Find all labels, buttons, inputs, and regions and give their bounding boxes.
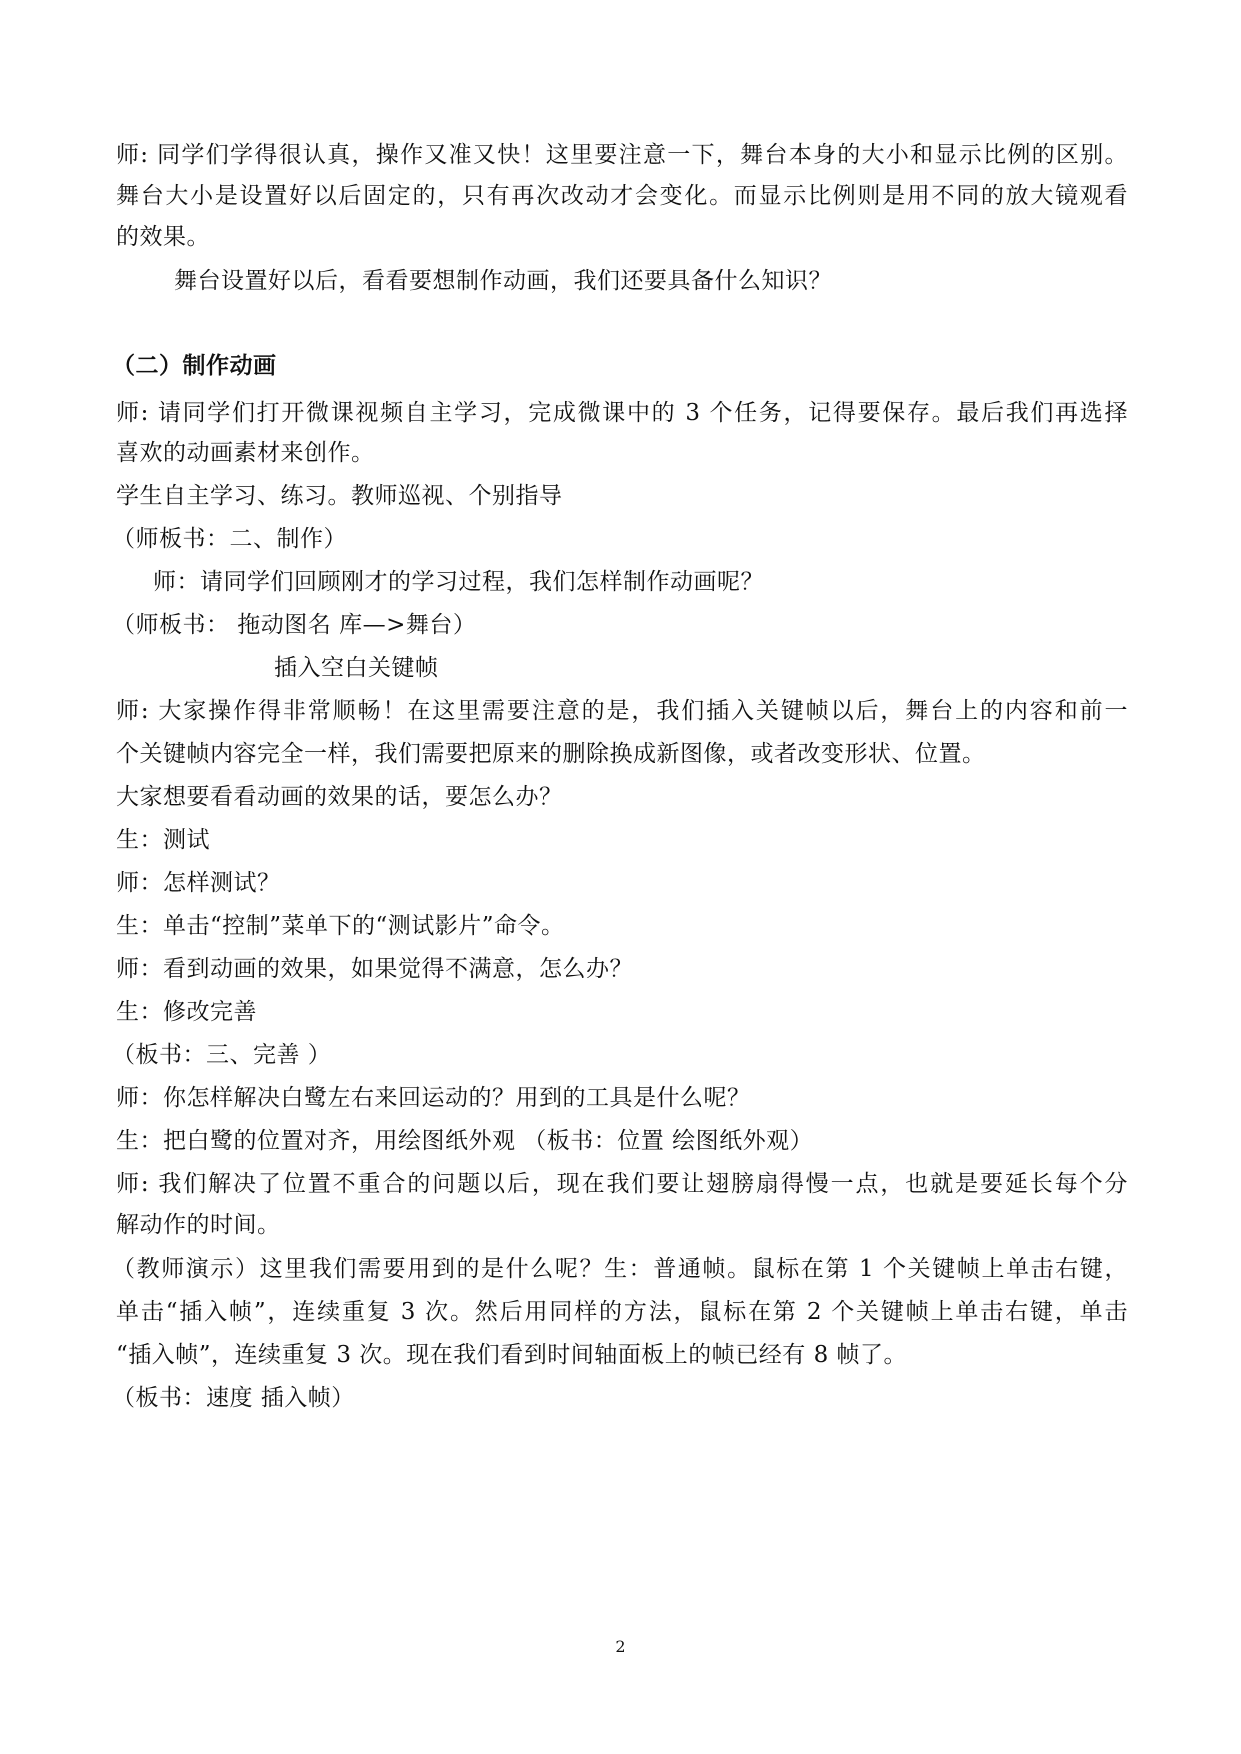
board-note: （板书：三、完善 ）	[112, 1042, 332, 1068]
paragraph-line: 师: 我们解决了位置不重合的问题以后，现在我们要让翅膀扇得慢一点，也就是要延长每个分	[116, 1171, 1128, 1197]
paragraph-line: 个关键帧内容完全一样，我们需要把原来的删除换成新图像，或者改变形状、位置。	[116, 741, 986, 767]
paragraph-line: （教师演示）这里我们需要用到的是什么呢？生：普通帧。鼠标在第 1 个关键帧上单击右键，	[112, 1256, 1128, 1282]
dialogue-line: 师：看到动画的效果，如果觉得不满意，怎么办？	[116, 956, 633, 982]
paragraph-line: 师：请同学们回顾刚才的学习过程，我们怎样制作动画呢？	[153, 569, 764, 595]
board-note: （师板书：二、制作）	[112, 526, 347, 552]
paragraph-line: 单击“插入帧”，连续重复 3 次。然后用同样的方法，鼠标在第 2 个关键帧上单击右键，单击	[116, 1299, 1128, 1325]
paragraph-line: 师: 大家操作得非常顺畅！在这里需要注意的是，我们插入关键帧以后，舞台上的内容和前一	[116, 698, 1128, 724]
paragraph-line: 舞台设置好以后，看看要想制作动画，我们还要具备什么知识？	[174, 268, 832, 294]
paragraph-line: 学生自主学习、练习。教师巡视、个别指导	[116, 483, 563, 509]
paragraph-line: 舞台大小是设置好以后固定的，只有再次改动才会变化。而显示比例则是用不同的放大镜观看	[116, 183, 1128, 209]
dialogue-line: 生：单击“控制”菜单下的“测试影片”命令。	[116, 913, 565, 939]
dialogue-line: 师：怎样测试？	[116, 870, 281, 896]
section-heading: （二）制作动画	[112, 353, 277, 379]
board-note: （板书：速度 插入帧）	[112, 1385, 355, 1411]
dialogue-line: 生：把白鹭的位置对齐，用绘图纸外观 （板书：位置 绘图纸外观）	[116, 1128, 814, 1154]
paragraph-line: 大家想要看看动画的效果的话，要怎么办？	[116, 784, 563, 810]
paragraph-line: 师: 同学们学得很认真，操作又准又快！这里要注意一下，舞台本身的大小和显示比例的区别。	[116, 142, 1128, 168]
board-note: （师板书： 拖动图名 库—>舞台）	[112, 612, 477, 638]
board-note: 插入空白关键帧	[274, 655, 439, 681]
paragraph-line: 的效果。	[116, 224, 210, 250]
dialogue-line: 生：测试	[116, 827, 210, 853]
paragraph-line: 解动作的时间。	[116, 1212, 281, 1238]
paragraph-line: 师: 请同学们打开微课视频自主学习，完成微课中的 3 个任务，记得要保存。最后我们再选择	[116, 400, 1128, 426]
page-number: 2	[615, 1637, 626, 1656]
paragraph-line: “插入帧”，连续重复 3 次。现在我们看到时间轴面板上的帧已经有 8 帧了。	[116, 1342, 908, 1368]
dialogue-line: 师：你怎样解决白鹭左右来回运动的？用到的工具是什么呢？	[116, 1085, 751, 1111]
paragraph-line: 喜欢的动画素材来创作。	[116, 440, 375, 466]
dialogue-line: 生：修改完善	[116, 999, 257, 1025]
